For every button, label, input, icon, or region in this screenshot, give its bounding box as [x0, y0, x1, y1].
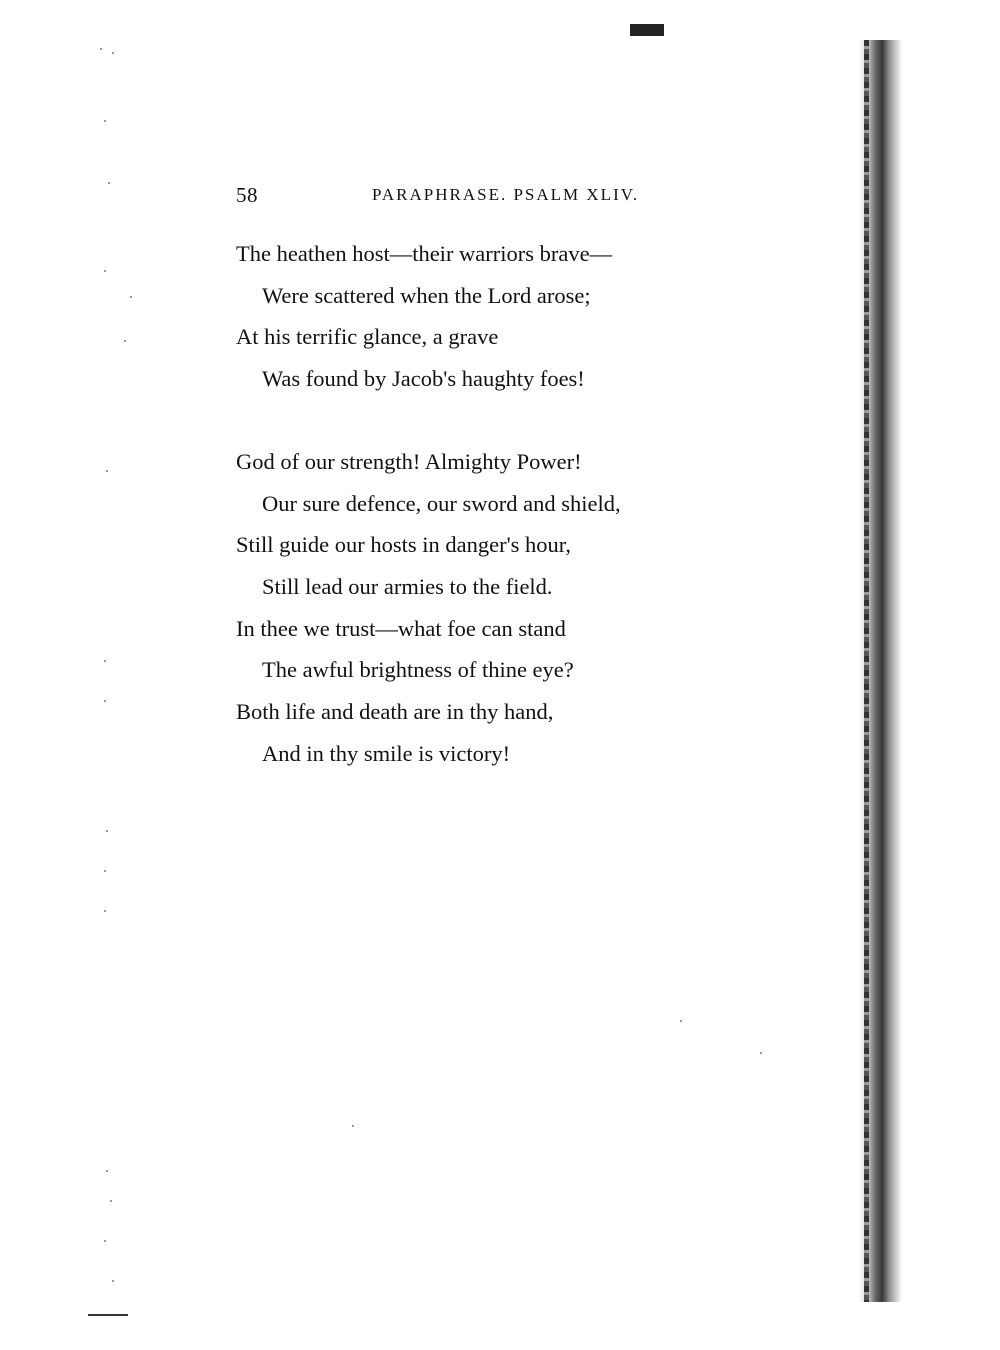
- verse-line: Our sure defence, our sword and shield,: [262, 490, 621, 516]
- verse-line: The heathen host—their warriors brave—: [236, 241, 613, 266]
- scan-speck: [104, 270, 106, 272]
- scan-speck: [680, 1020, 682, 1022]
- verse-line: God of our strength! Almighty Power!: [236, 449, 582, 474]
- stanza: [236, 237, 756, 404]
- verse-line: Were scattered when the Lord arose;: [262, 282, 591, 308]
- verse-line: Still guide our hosts in danger's hour,: [236, 532, 572, 558]
- verse-line: And in thy smile is victory!: [262, 740, 511, 766]
- scan-speck: [110, 1200, 112, 1202]
- verse-line: Both life and death are in thy hand,: [236, 699, 554, 725]
- scan-speck: [112, 1280, 114, 1282]
- scan-speck: [106, 830, 108, 832]
- scan-speck: [112, 52, 114, 54]
- scan-speck: [130, 296, 132, 298]
- scan-speck: [124, 340, 126, 342]
- scan-corner-mark: [88, 1300, 128, 1316]
- scan-speck: [104, 910, 106, 912]
- verse-line: Was found by Jacob's haughty foes!: [262, 366, 585, 392]
- scan-speck: [104, 1240, 106, 1242]
- scan-speck: [106, 470, 108, 472]
- page-number: 58: [236, 183, 258, 207]
- running-head: PARAPHRASE. PSALM XLIV.: [372, 185, 640, 204]
- page-binding-edge: [864, 40, 869, 1302]
- stanza: [236, 445, 756, 779]
- scan-speck: [760, 1052, 762, 1054]
- scan-speck: [352, 1125, 354, 1127]
- verse-line: At his terrific glance, a grave: [236, 324, 499, 350]
- scan-speck: [104, 870, 106, 872]
- verse-line: In thee we trust—what foe can stand: [236, 615, 566, 641]
- scan-speck: [106, 1170, 108, 1172]
- scan-speck: [100, 48, 102, 50]
- scan-speck: [104, 700, 106, 702]
- scan-ink-mark: [630, 24, 664, 36]
- verse-line: Still lead our armies to the field.: [262, 574, 553, 600]
- scan-speck: [108, 182, 110, 184]
- scan-speck: [104, 120, 106, 122]
- scan-speck: [104, 660, 106, 662]
- page-header: [236, 183, 706, 213]
- verse-line: The awful brightness of thine eye?: [262, 657, 574, 683]
